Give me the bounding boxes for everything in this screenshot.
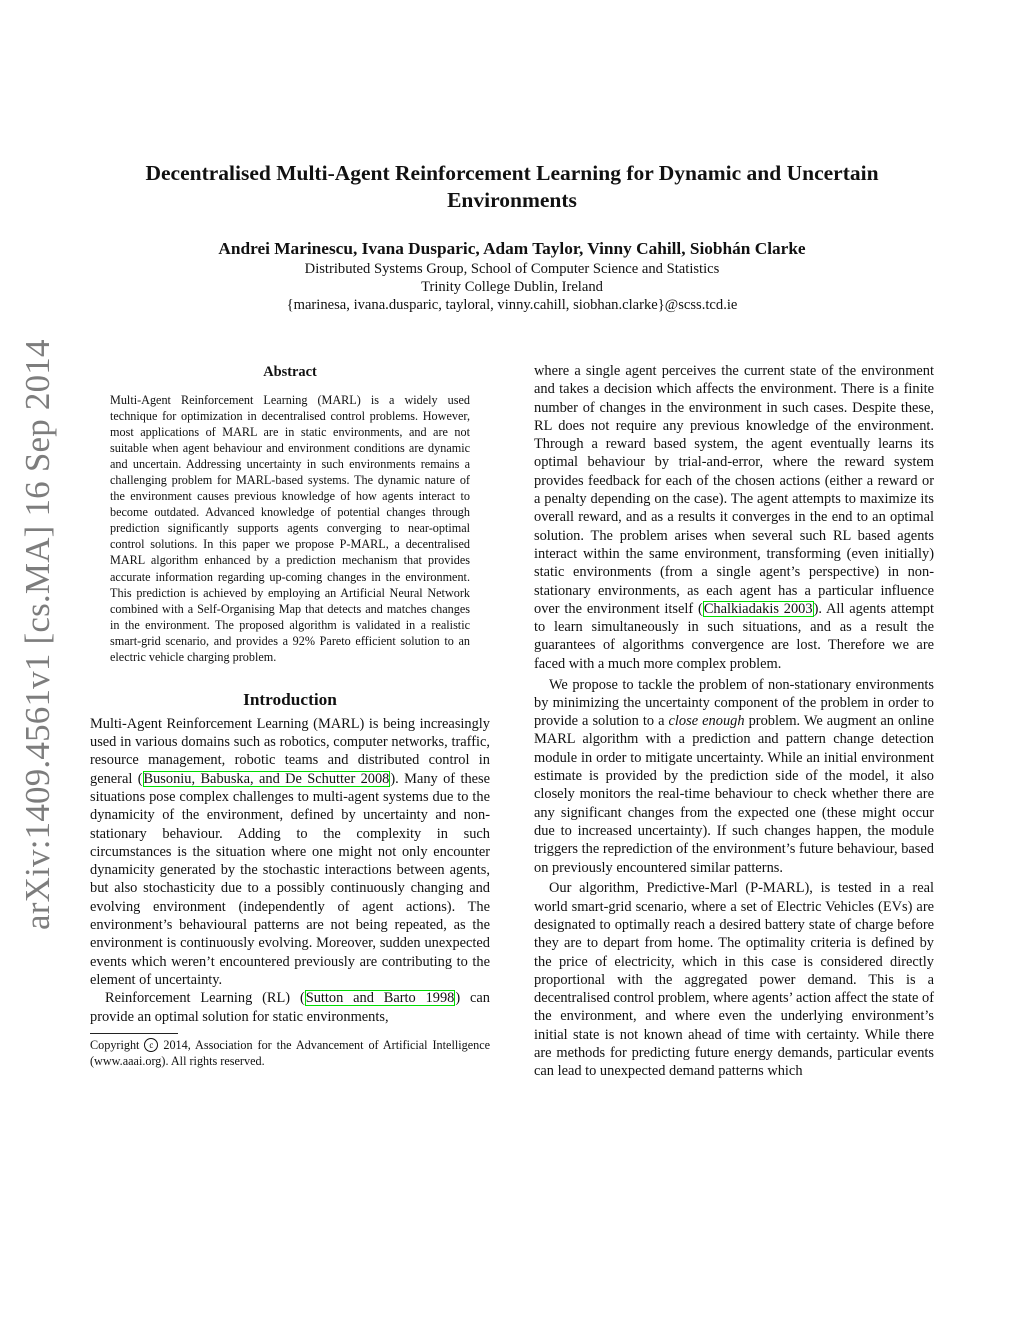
right-p2-emphasis: close enough [668,713,745,730]
abstract-text: Multi-Agent Reinforcement Learning (MARL) is a widely used technique for optimization in decentralised control problems. However, most applications of MARL are in static environments, and are not suitable when agent behaviour and environment conditions are dynamic and uncertain. Addressing uncertainty in such environments remains a challenging problem for MARL-based systems. The dynamic nature of the environment causes previous knowledge of how agents interact to become outdated. Advanced knowledge of potential changes through prediction significantly supports agents converging to near-optimal control solutions. In this paper we propose P-MARL, a decentralised MARL algorithm enhanced by a prediction mechanism that provides accurate information regarding up-coming changes in the environment. This prediction is achieved by employing an Artificial Neural Network combined with a Self-Organising Map that detects and matches changes in the environment. The proposed algorithm is validated in a realistic smart-grid scenario, and provides a 92% Pareto efficient solution to an electric vehicle charging problem. [110,393,470,664]
paper-title [100,160,924,214]
copyright-icon: c [144,1038,158,1052]
left-column [90,362,490,1069]
right-p2-text-end: problem. We augment an online MARL algorithm with a prediction and pattern change detection module in order to mitigate uncertainty. While an initial environment estimate is provided by the prediction side of the model, it also closely monitors the real-time behaviour to check whether there are any significant changes from the expected one (these might occur due to increased uncertainty). If such changes happen, the module triggers the reprediction of the environment’s future behaviour, based on previously encountered similar patterns. [534,713,934,876]
right-paragraph-1 [534,362,934,673]
footnote-divider [90,1033,178,1034]
affiliation-block [100,260,924,314]
right-p1-text-start: where a single agent perceives the current state of the environment and takes a decision which affects the environment. There is a finite number of changes in the environment in such cases. Despite these, RL does not require any previous knowledge of the environment. Through a reward based system, the agent eventually learns its optimal behaviour by trial-and-error, where the reward system provides feedback for each of the chosen actions (either a reward or a penalty depending on the case). The agent attempts to maximize its overall reward, and as a results it converges in the end to an optimal solution. The problem arises when several such RL based agents interact within the same environment, transforming (even initially) static environments (from a single agent’s perspective) in non-stationary environments, as each agent has a particular influence over the environment itself ( [534,363,934,617]
abstract-heading: Abstract [263,364,317,380]
intro-paragraph-1 [90,715,490,989]
citation-link-busoniu[interactable]: Busoniu, Babuska, and De Schutter 2008 [143,770,390,787]
intro-paragraph-2 [90,989,490,1026]
right-column [534,362,934,1081]
right-p2-text-start: We propose to tackle the problem of non-stationary environments by minimizing the uncertainty component of the problem in order to provide a solution to a [534,676,934,730]
intro-p2-text-start: Reinforcement Learning (RL) ( [105,990,305,1007]
intro-p1-text-end: ). Many of these situations pose complex challenges to multi-agent systems due to the dynamicity of the environment, defined by uncertainty and non-stationary behaviour. Adding to the complexity in such circumstances is the situation where one might not only encounter dynamicity generated by the stochastic interactions between agents, but also stochasticity due to a possibly continuously changing and evolving environment (independently of agent actions). The environment’s behavioural patterns are not being repeated, as the environment is continuously evolving. Moreover, sudden unexpected events which weren’t encountered previously are contributing to the element of uncertainty. [90,770,491,988]
right-paragraph-3: Our algorithm, Predictive-Marl (P-MARL), is tested in a real world smart-grid scenario, where a set of Electric Vehicles (EVs) are designated to optimally reach a desired battery state of charge before they are to depart from home. The optimality criteria is defined by the price of electricity, which in this case is considered directly proportional with the aggregated power demand. This is a decentralised control problem, where agents’ action affect the state of the environment, and where even the underlying environment’s initial state is not known ahead of time with certainty. While there are methods for predicting future energy demands, particular events can lead to unexpected demand patterns which [534,880,934,1080]
arxiv-identifier: arXiv:1409.4561v1 [cs.MA] 16 Sep 2014 [18,339,57,930]
intro-p1-text-start: Multi-Agent Reinforcement Learning (MARL) is being increasingly used in various domains such as robotics, computer networks, traffic, resource management, robotic teams and distributed control in general ( [90,715,490,787]
affiliation-place: Trinity College Dublin, Ireland [421,279,603,295]
copyright-footnote [90,1037,490,1069]
citation-link-sutton[interactable]: Sutton and Barto 1998 [305,990,455,1007]
footnote-text: 2014, Association for the Advancement of Artificial Intelligence (www.aaai.org). All rights reserved. [90,1037,491,1068]
paper-title-line-2: Environments [447,188,577,212]
right-p1-text-end: ). All agents attempt to learn simultaneously in such situations, and as a result the guarantees of algorithms convergence are lost. Therefore we are faced with a much more complex problem. [534,600,935,672]
author-list: Andrei Marinescu, Ivana Dusparic, Adam Taylor, Vinny Cahill, Siobhán Clarke [218,239,806,258]
footnote-prefix: Copyright [90,1037,140,1052]
right-paragraph-2 [534,676,934,877]
author-emails: {marinesa, ivana.dusparic, tayloral, vinny.cahill, siobhan.clarke}@scss.tcd.ie [286,297,738,313]
paper-title-line-1: Decentralised Multi-Agent Reinforcement Learning for Dynamic and Uncertain [145,161,879,185]
intro-p2-text-end: ) can provide an optimal solution for static environments, [90,990,490,1025]
introduction-heading: Introduction [243,689,337,709]
citation-link-chalkiadakis[interactable]: Chalkiadakis 2003 [703,600,813,617]
affiliation-group: Distributed Systems Group, School of Computer Science and Statistics [304,261,720,277]
